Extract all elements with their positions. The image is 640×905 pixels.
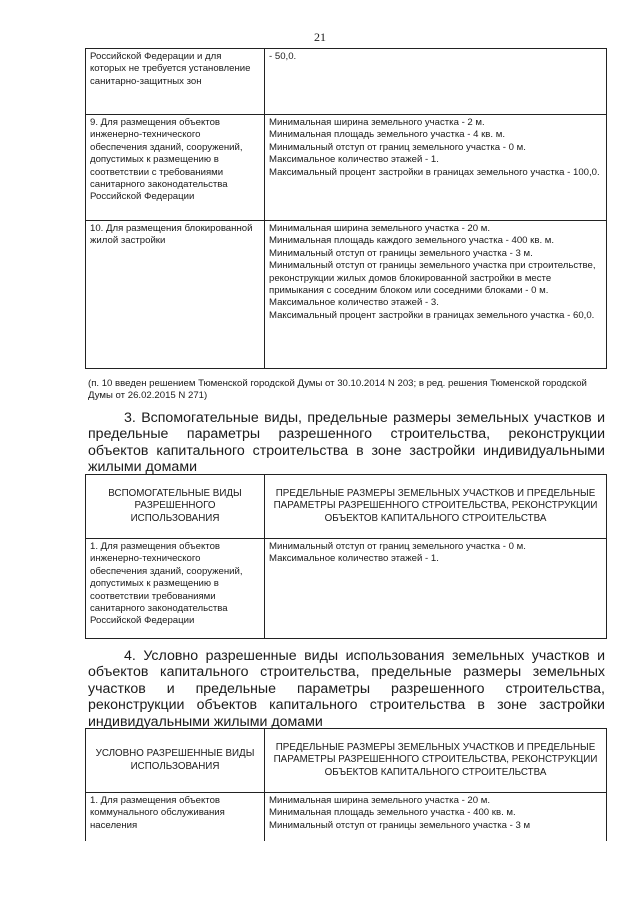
permitted-uses-table-continued bbox=[85, 48, 607, 369]
section-3-heading-text: 3. Вспомогательные виды, предельные размеры земельных участков и предельные параметры разрешенного строительства, реконструкции объектов капитального строительства в зоне застройки индивидуальными жилыми домами bbox=[88, 410, 605, 476]
table-row bbox=[86, 221, 607, 369]
params-cell bbox=[265, 793, 607, 841]
auxiliary-uses-table bbox=[85, 474, 607, 639]
page-number: 21 bbox=[314, 30, 326, 44]
conditional-uses-table bbox=[85, 728, 607, 841]
table-header-row bbox=[86, 729, 607, 793]
table-row bbox=[86, 49, 607, 115]
param-line: Минимальная площадь земельного участка - 400 кв. м. bbox=[269, 807, 516, 819]
param-line: Минимальный отступ от границы земельного участка при строительстве, реконструкции жилых домов блокированной застройки в месте примыкания с соседним блоком или соседними блоками - 0 м. bbox=[269, 260, 596, 297]
section-4-heading bbox=[88, 648, 605, 730]
use-type-cell: 10. Для размещения блокированной жилой застройки bbox=[86, 221, 265, 369]
params-cell bbox=[265, 539, 607, 639]
use-type-cell: 9. Для размещения объектов инженерно-технического обеспечения зданий, сооружений, допустимых к размещению в соответствии с требованиями санитарного законодательства Российской Федерации bbox=[86, 115, 265, 221]
param-line: Максимальное количество этажей - 1. bbox=[269, 154, 439, 166]
table-row bbox=[86, 115, 607, 221]
param-line: Максимальное количество этажей - 3. bbox=[269, 297, 439, 309]
param-line: Минимальная площадь каждого земельного участка - 400 кв. м. bbox=[269, 235, 555, 247]
table-row bbox=[86, 539, 607, 639]
params-cell bbox=[265, 221, 607, 369]
amendment-note: (п. 10 введен решением Тюменской городской Думы от 30.10.2014 N 203; в ред. решения Тюменской городской Думы от 26.02.2015 N 271) bbox=[88, 378, 587, 402]
params-cell bbox=[265, 49, 607, 115]
param-line: Максимальное количество этажей - 1. bbox=[269, 553, 439, 565]
col-header-params: ПРЕДЕЛЬНЫЕ РАЗМЕРЫ ЗЕМЕЛЬНЫХ УЧАСТКОВ И ПРЕДЕЛЬНЫЕ ПАРАМЕТРЫ РАЗРЕШЕННОГО СТРОИТЕЛЬСТВА, РЕКОНСТРУКЦИИ ОБЪЕКТОВ КАПИТАЛЬНОГО СТРОИТЕЛЬСТВА bbox=[265, 475, 607, 539]
params-cell bbox=[265, 115, 607, 221]
use-type-cell: Российской Федерации и для которых не требуется установление санитарно-защитных зон bbox=[86, 49, 265, 115]
col-header-uses: УСЛОВНО РАЗРЕШЕННЫЕ ВИДЫ ИСПОЛЬЗОВАНИЯ bbox=[86, 729, 265, 793]
param-line: - 50,0. bbox=[269, 51, 297, 62]
param-line: Минимальный отступ от границы земельного участка - 3 м bbox=[269, 819, 531, 831]
table-row bbox=[86, 793, 607, 841]
param-line: Минимальный отступ от границ земельного участка - 0 м. bbox=[269, 141, 526, 153]
param-line: Минимальная ширина земельного участка - 2 м. bbox=[269, 117, 485, 128]
section-3-heading bbox=[88, 410, 605, 476]
param-line: Минимальная ширина земельного участка - 20 м. bbox=[269, 795, 491, 806]
col-header-params: ПРЕДЕЛЬНЫЕ РАЗМЕРЫ ЗЕМЕЛЬНЫХ УЧАСТКОВ И ПРЕДЕЛЬНЫЕ ПАРАМЕТРЫ РАЗРЕШЕННОГО СТРОИТЕЛЬСТВА, РЕКОНСТРУКЦИИ ОБЪЕКТОВ КАПИТАЛЬНОГО СТРОИТЕЛЬСТВА bbox=[265, 729, 607, 793]
param-line: Максимальный процент застройки в границах земельного участка - 100,0. bbox=[269, 166, 600, 178]
param-line: Минимальная площадь земельного участка - 4 кв. м. bbox=[269, 129, 505, 141]
param-line: Минимальный отступ от границ земельного участка - 0 м. bbox=[269, 541, 526, 552]
col-header-uses: ВСПОМОГАТЕЛЬНЫЕ ВИДЫ РАЗРЕШЕННОГО ИСПОЛЬЗОВАНИЯ bbox=[86, 475, 265, 539]
param-line: Максимальный процент застройки в границах земельного участка - 60,0. bbox=[269, 309, 595, 321]
table-header-row bbox=[86, 475, 607, 539]
param-line: Минимальная ширина земельного участка - 20 м. bbox=[269, 223, 491, 234]
param-line: Минимальный отступ от границы земельного участка - 3 м. bbox=[269, 247, 533, 259]
use-type-cell: 1. Для размещения объектов коммунального обслуживания населения bbox=[86, 793, 265, 841]
use-type-cell: 1. Для размещения объектов инженерно-технического обеспечения зданий, сооружений, допустимых к размещению в соответствии требованиями санитарного законодательства Российской Федерации bbox=[86, 539, 265, 639]
section-4-heading-text: 4. Условно разрешенные виды использования земельных участков и объектов капитального строительства, предельные размеры земельных участков и предельные параметры разрешенного строительства, реконструкции объектов капитального строительства в зоне застройки индивидуальными жилыми домами bbox=[88, 648, 605, 730]
